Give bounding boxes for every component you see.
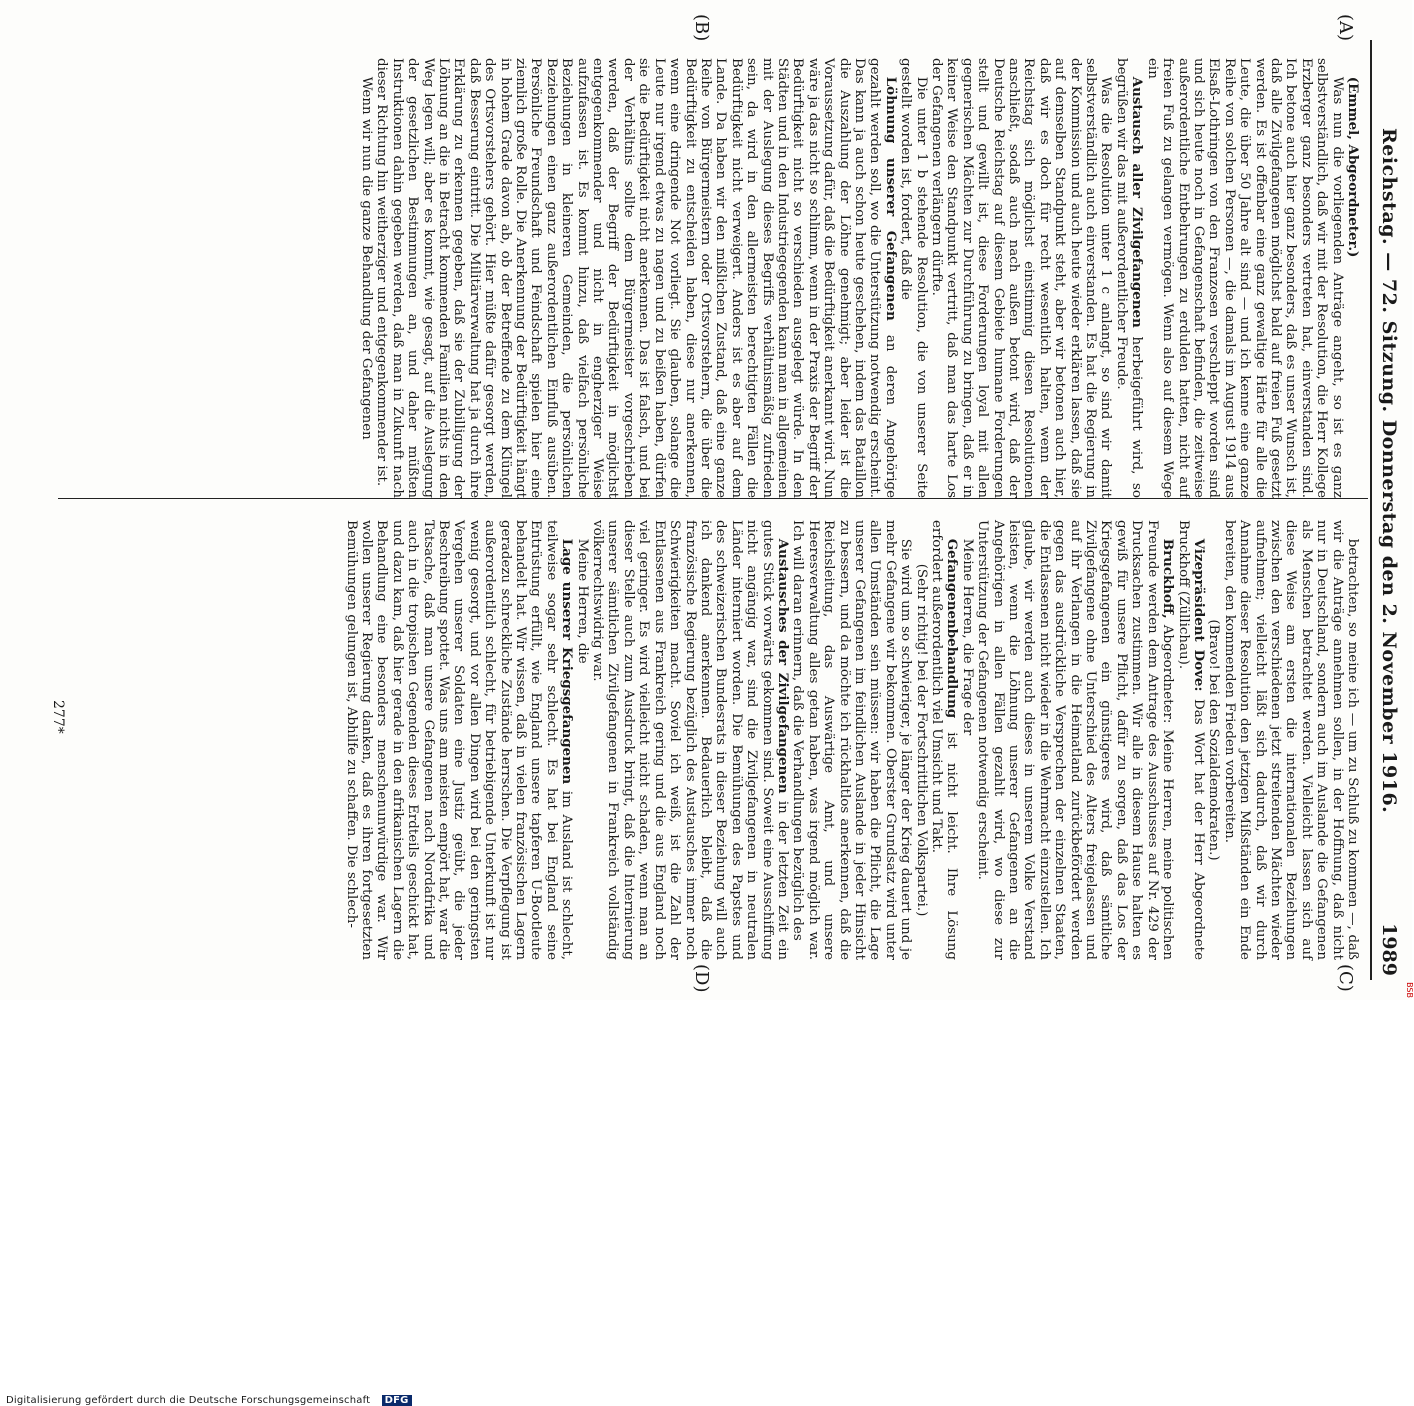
paragraph bbox=[359, 58, 374, 498]
running-header bbox=[1370, 40, 1400, 976]
speaker-name: Vizepräsident Dove: bbox=[1190, 538, 1207, 692]
margin-marker-a: (A) bbox=[1335, 14, 1356, 42]
signature-mark: 277* bbox=[50, 700, 66, 734]
emphasis: Lage unserer Kriegsgefangenen bbox=[559, 538, 576, 785]
paragraph-text: Die unter 1 b stehende Resolution, die von unserer Seite gestellt worden ist, fordert, daß die bbox=[898, 58, 929, 498]
header-title: Reichstag. — 72. Sitzung. Donnerstag den 2. November 1916. bbox=[1378, 128, 1400, 814]
column-divider bbox=[58, 498, 1368, 499]
paragraph-text: Das Wort hat der Herr Abgeordnete Bruckhoff (Züllichau). bbox=[1175, 520, 1206, 960]
digitization-credit bbox=[6, 1395, 412, 1406]
paragraph-text: Abgeordneter: Meine Herren, meine politischen Freunde werden dem Antrage des Ausschusses auf Nr. 429 der Drucksachen zustimmen. Wir alle in diesem Hause halten es gewiß für unsere Pflicht, dafür zu sorgen, daß das Los der Kriegsgefangenen ein günstigeres wird, daß sämtliche Zivilgefangene ohne Unterschied des Alters freigelassen und auf ihr Verlangen in die Heimatland zurückbefördert werden gegen das ausdrückliche Versprechen der einzelnen Staaten, die Entlassenen nicht wieder in die Wehrmacht einzustellen. Ich glaube, wir werden auch dieses in unserem Volke Verstand leisten, wenn die Löhnung unserer Gefangenen an die Angehörigen in allen Fällen gezahlt wird, wo diese zur Unterstützung der Gefangenen notwendig erscheint. bbox=[975, 520, 1176, 960]
paragraph-text: Was die Resolution unter 1 c anlangt, so sind wir damit selbstverständlich auch einverstanden. Es hat die Regierung in der Kommission und auch heute wieder erklären lassen, daß sie auf demselben Standpunkt steht, aber wir betonen auch hier, daß wir es doch für recht wesentlich halten, wenn der Reichstag sich möglichst einstimmig diesen Resolutionen anschließt, sodaß auch nach außen betont wird, daß der Deutsche Reichstag auf diesem Gebiete humane Forderungen stellt und gewillt ist, diese Forderungen loyal mit allen gegnerischen Mächten zur Durchführung zu bringen, daß er in keiner Weise den Standpunkt vertritt, daß man das harte Los der Gefangenen verlängern dürfte. bbox=[929, 58, 1114, 498]
paragraph bbox=[1144, 58, 1344, 498]
paragraph-text: Meine Herren, die bbox=[574, 538, 590, 664]
paragraph-text: ist nicht leicht. Ihre Lösung erfordert außerordentlich viel Umsicht und Takt. bbox=[929, 520, 960, 960]
margin-marker-d: (D) bbox=[691, 964, 712, 993]
emphasis: Löhnung unserer Gefangenen bbox=[882, 76, 899, 321]
emphasis: Gefangenenbehandlung bbox=[944, 538, 961, 719]
paragraph-text: Meine Herren, die Frage der bbox=[959, 538, 975, 736]
paragraph-text: herbeigeführt wird, so begrüßen wir das mit außerordentlicher Freude. bbox=[1113, 58, 1145, 498]
credit-text: Digitalisierung gefördert durch die Deutsche Forschungsgemeinschaft bbox=[6, 1395, 371, 1406]
paragraph-text: Was nun die vorliegenden Anträge angeht, so ist es ganz selbstverständlich, daß wir mit der Resolution, die Herr Kollege Erzberger ganz besonders vertreten hat, einverstanden sind. Ich betone auch hier ganz besonders, daß es unser Wunsch ist, daß alle Zivilgefangenen möglichst bald auf freien Fuß gesetzt werden. Es ist offenbar eine ganz gewaltige Härte für alle die Leute, die über 50 Jahre alt sind — und ich kenne eine ganze Reihe von solchen Personen —, die damals im August 1914 aus Elsaß-Lothringen von den Franzosen verschleppt worden sind und sich heute noch in Gefangenschaft befinden, die zeitweise außerordentliche Entbehrungen zu erdulden hatten, nicht auf freien Fuß zu gelangen vermögen. Wenn also auf diesem Wege ein bbox=[1144, 58, 1345, 498]
paragraph-text: betrachten, so meine ich — um zu Schluß zu kommen —, daß wir die Anträge annehmen sollen, in der Hoffnung, daß nicht nur in Deutschland, sondern auch im Auslande die Gefangenen als Menschen betrachtet werden. Vielleicht lassen sich auf diese Weise am ersten die internationalen Beziehungen zwischen den verschiedenen jetzt streitenden Mächten wieder aufnehmen; vielleicht läßt sich dadurch, daß wir durch Annahme dieser Resolution den jetzigen Mißständen ein Ende bereiten, den kommenden Frieden vorbereiten. bbox=[1221, 520, 1360, 960]
paragraph bbox=[898, 58, 929, 498]
paragraph bbox=[574, 520, 589, 960]
paragraph bbox=[590, 520, 790, 960]
paragraph bbox=[913, 520, 928, 960]
text-column-left bbox=[359, 58, 1360, 498]
interjection: (Bravo! bei den Sozialdemokraten.) bbox=[1206, 619, 1222, 861]
margin-marker-b: (B) bbox=[691, 14, 712, 42]
paragraph-text: an deren Angehörige gezahlt werden soll, wo die Unterstützung notwendig erscheint. Das kann ja auch schon heute geschehen, indem das Bataillon die Auszahlung der Löhne genehmigt; aber leider ist die Voraussetzung dafür, daß die Bedürftigkeit anerkannt wird. Nun wäre ja das nicht so schlimm, wenn in der Praxis der Begriff der Bedürftigkeit nicht so verschieden ausgelegt würde. In den Städten und in den Industriegegenden kann man in allgemeinen mit der Auslegung dieses Begriffs verhältnismäßig zufrieden sein, da wird in den allermeisten berechtigten Fällen die Bedürftigkeit nicht verweigert. Anders ist es aber auf dem Lande. Da haben wir den mißlichen Zustand, daß eine ganze Reihe von Bürgermeistern oder Ortsvorstehern, die über die Bedürftigkeit zu entscheiden haben, diese nur anerkennen, wenn eine dringende Not vorliegt. Sie glauben, solange die Leute nur irgend etwas zu nagen und zu beißen haben, dürfen sie die Bedürftigkeit nicht anerkennen. Das ist falsch, und bei der Verhältnis sollte dem Bürgermeister vorgeschrieben werden, daß der Begriff der Bedürftigkeit in möglichst entgegenkommender und nicht in engherziger Weise aufzufassen ist. Es kommt hinzu, daß vielfach persönliche Beziehungen in kleineren Gemeinden, die persönlichen Beziehungen einen ganz außerordentlichen Einfluß ausüben. Persönliche Freundschaft und Feindschaft spielen hier eine ziemlich große Rolle. Die Anerkennung der Bedürftigkeit hängt in hohem Grade davon ab, ob der Betreffende zu dem Klüngel des Ortsvorstehers gehört. Hier müßte dafür gesorgt werden, daß Besserung eintritt. Die Militärverwaltung hat ja durch ihre Erklärung zu erkennen gegeben, daß sie der Zubilligung der Löhnung an die in Betracht kommenden Familien nichts in den Weg legen will; aber es kommt, wie gesagt, auf die Auslegung der gesetzlichen Bestimmungen an, und daher müßten Instruktionen dahin gegeben werden, daß man in Zukunft nach dieser Richtung hin weitherziger und entgegenkommender ist. bbox=[374, 58, 898, 498]
paragraph bbox=[1206, 520, 1221, 960]
paragraph-text: in der letzten Zeit ein gutes Stück vorwärts gekommen sind. Soweit eine Ausschiffung nicht angängig war, sind die Zivilgefangenen in neutralen Länder interniert worden. Die Bemühungen des Papstes und des schweizerischen Bundesrats in dieser Beziehung will auch ich dankend anerkennen. Bedauerlich bleibt, daß die französische Regierung bezüglich des Austausches immer noch Schwierigkeiten macht. Soviel ich weiß, ist die Zahl der Entlassenen aus Frankreich gering und die aus England noch viel geringer. Es wird vielleicht nicht schaden, wenn man an dieser Stelle auch zum Ausdruck bringt, daß die Internierung unserer sämtlichen Zivilgefangenen in Frankreich vollständig völkerrechtswidrig war. bbox=[590, 520, 790, 960]
emphasis: Austausches der Zivilgefangenen bbox=[774, 538, 791, 794]
paragraph-text: Wenn wir nun die ganze Behandlung der Gefangenen bbox=[359, 76, 374, 440]
paragraph-text: im Ausland ist schlecht, teilweise sogar sehr schlecht. Es hat bei England seine Entrüstung erfüllt, wie England unsere tapferen U-Bootleute behandelt hat. Wir wissen, daß in vielen französischen Lagern geradezu schreckliche Zustände herrschen. Die Verpflegung ist außerordentlich schlecht, für betriebigende Unterkunft ist nur wenig gesorgt, und vor allen Dingen wird bei den geringsten Vergehen unserer Soldaten eine Justiz geübt, die jeder Beschreibung spottet. Was uns am meisten empört hat, war die Tatsache, daß man unsere Gefangenen nach Nordafrika und auch in die tropischen Gegenden dieses Erdteils geschickt hat, und dazu kam, daß hier gerade in den afrikanischen Lagern die Behandlung eine besonders menschenunwürdige war. Wir wollen unserer Regierung danken, daß es ihren fortgesetzten Bemühungen gelungen ist, Abhilfe zu schaffen. Die schlech- bbox=[343, 520, 575, 960]
margin-marker-c: (C) bbox=[1335, 964, 1356, 992]
paragraph bbox=[1175, 520, 1206, 960]
paragraph bbox=[959, 520, 974, 960]
dfg-logo: DFG bbox=[382, 1395, 412, 1406]
text-column-right bbox=[343, 520, 1360, 960]
header-rule bbox=[1370, 40, 1372, 980]
paragraph bbox=[343, 520, 574, 960]
paragraph bbox=[790, 520, 913, 960]
interjection: (Sehr richtig! bei der Fortschrittlichen Volkspartei.) bbox=[913, 563, 929, 917]
paragraph bbox=[929, 58, 1114, 498]
library-stamp: BSB bbox=[1405, 982, 1414, 998]
paragraph-text: Sie wird um so schwieriger, je länger der Krieg dauert und je mehr Gefangene wir bekommen. Oberster Grundsatz wird unter allen Umständen sein müssen: wir haben die Pflicht, die Lage unserer Gefangenen im feindlichen Auslande in jeder Hinsicht zu bessern, und da möchte ich rückhaltlos anerkennen, daß die Reichsleitung, das Auswärtige Amt, und unsere Heeresverwaltung alles getan haben, was irgend möglich war. Ich will daran erinnern, daß die Verhandlungen bezüglich des bbox=[790, 520, 914, 960]
speaker-name: Bruckhoff, bbox=[1160, 538, 1177, 619]
emphasis: Austausch aller Zivilgefangenen bbox=[1129, 76, 1146, 328]
paragraph bbox=[374, 58, 898, 498]
paragraph bbox=[1221, 520, 1360, 960]
paragraph bbox=[1114, 58, 1145, 498]
paragraph bbox=[975, 520, 1175, 960]
paragraph bbox=[1345, 58, 1360, 498]
speaker-name: (Emmel, Abgeordneter.) bbox=[1345, 76, 1361, 258]
paragraph bbox=[929, 520, 960, 960]
page-number: 1989 bbox=[1378, 923, 1400, 976]
